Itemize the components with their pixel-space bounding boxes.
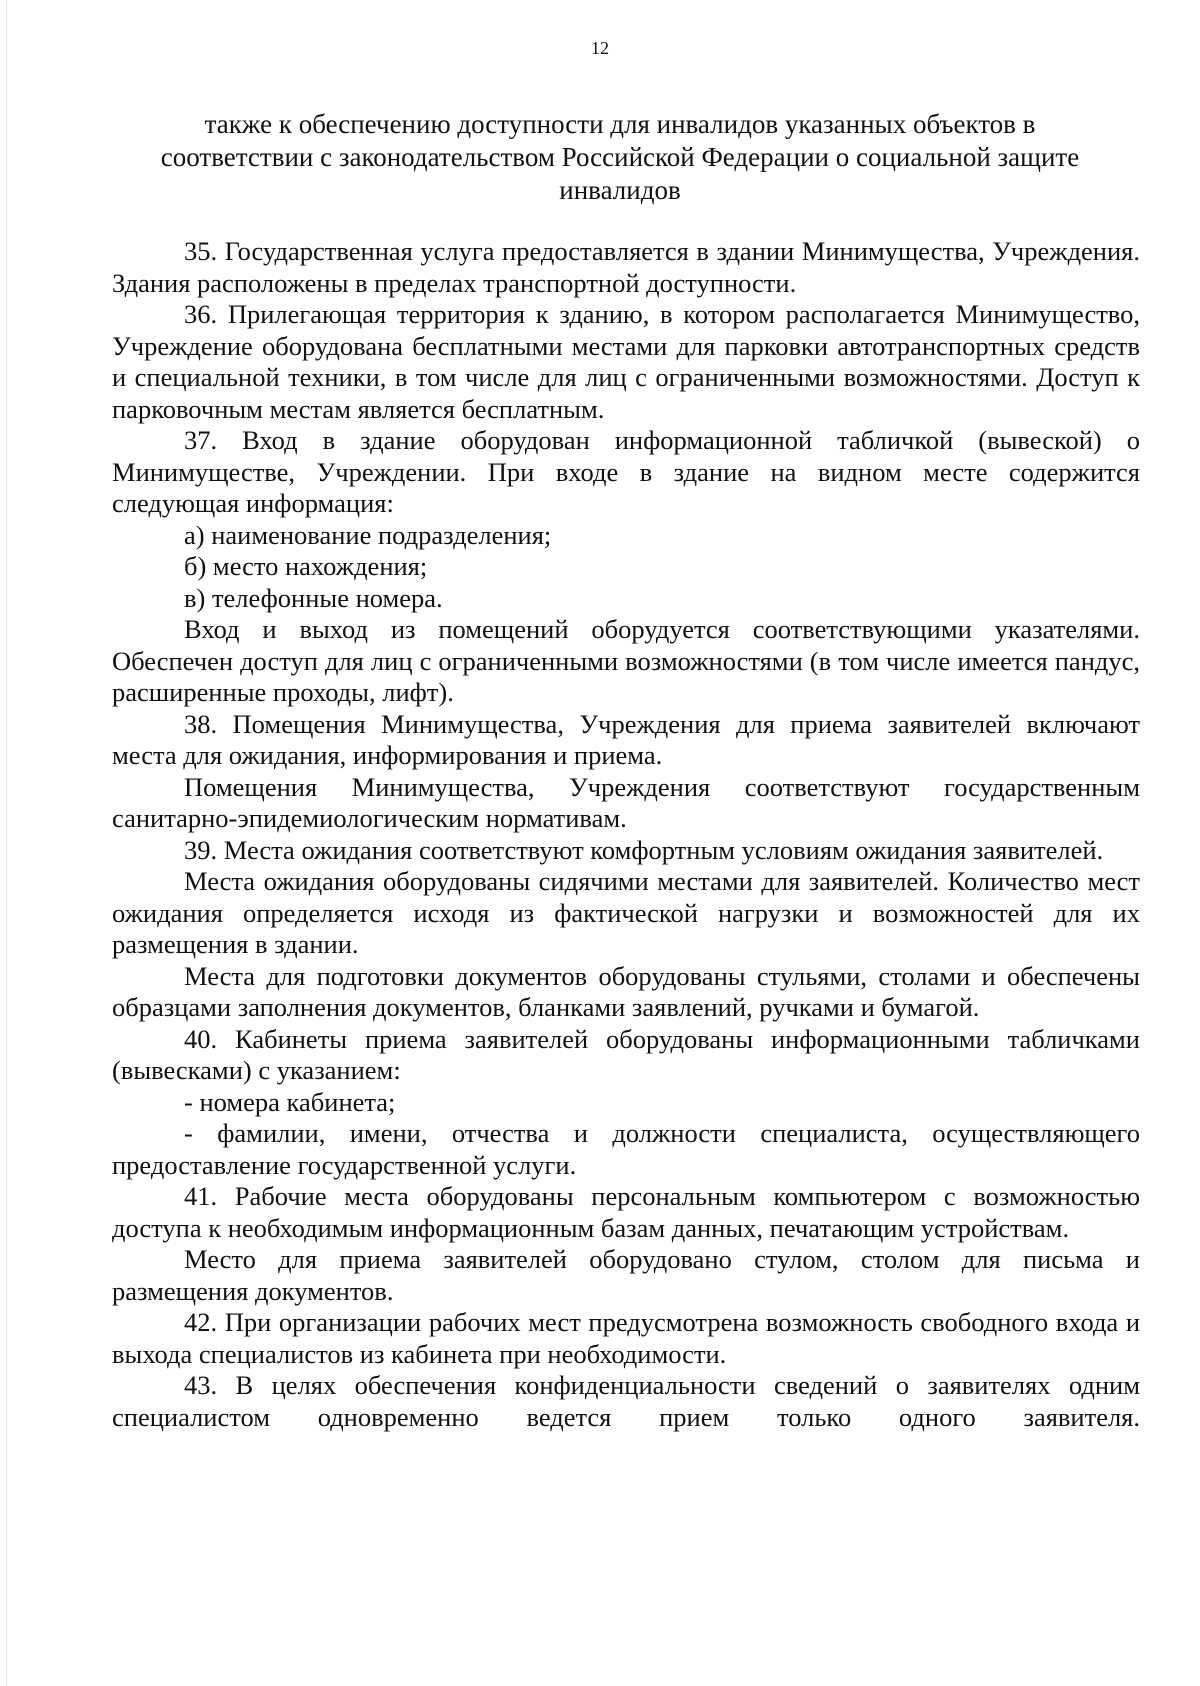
paragraph-40: 40. Кабинеты приема заявителей оборудованы информационными табличками (вывесками) с указанием: bbox=[112, 1023, 1140, 1085]
list-item-a: а) наименование подразделения; bbox=[184, 519, 552, 550]
paragraph-37: 37. Вход в здание оборудован информационной табличкой (вывеской) о Минимуществе, Учреждении. При входе в здание на видном месте содержится следующая информация: bbox=[112, 425, 1140, 518]
paragraph-36: 36. Прилегающая территория к зданию, в котором располагается Минимущество, Учреждение оборудована бесплатными местами для парковки автотранспортных средств и специальной техники, в том числе для лиц с ограниченными возможностями. Доступ к парковочным местам является бесплатным. bbox=[112, 299, 1140, 424]
document-body bbox=[112, 236, 1140, 1433]
heading-line-2: соответствии с законодательством Российской Федерации о социальной защите bbox=[160, 142, 1080, 172]
page-number: 12 bbox=[591, 38, 609, 58]
paragraph-38: 38. Помещения Минимущества, Учреждения для приема заявителей включают места для ожидания, информирования и приема. bbox=[112, 708, 1140, 770]
paragraph-document-prep: Места для подготовки документов оборудованы стульями, столами и обеспечены образцами заполнения документов, бланками заявлений, ручками и бумагой. bbox=[112, 960, 1140, 1022]
paragraph-waiting-seats: Места ожидания оборудованы сидячими местами для заявителей. Количество мест ожидания определяется исходя из фактической нагрузки и возможностей для их размещения в здании. bbox=[112, 866, 1140, 959]
list-item-specialist-name: - фамилии, имени, отчества и должности специалиста, осуществляющего предоставление государственной услуги. bbox=[112, 1118, 1140, 1180]
paragraph-sanitary: Помещения Минимущества, Учреждения соответствуют государственным санитарно-эпидемиологическим нормативам. bbox=[112, 771, 1140, 833]
paragraph-entrance-exit: Вход и выход из помещений оборудуется соответствующими указателями. Обеспечен доступ для лиц с ограниченными возможностями (в том числе имеется пандус, расширенные проходы, лифт). bbox=[112, 614, 1140, 707]
list-item-room-number: - номера кабинета; bbox=[184, 1086, 396, 1117]
heading-line-1: также к обеспечению доступности для инвалидов указанных объектов в bbox=[204, 109, 1036, 139]
scan-edge-line bbox=[6, 0, 7, 1686]
section-heading bbox=[130, 108, 1110, 207]
list-item-c: в) телефонные номера. bbox=[184, 582, 443, 613]
paragraph-41: 41. Рабочие места оборудованы персональным компьютером с возможностью доступа к необходимым информационным базам данных, печатающим устройствам. bbox=[112, 1181, 1140, 1243]
heading-line-3: инвалидов bbox=[559, 175, 681, 205]
paragraph-43: 43. В целях обеспечения конфиденциальности сведений о заявителях одним специалистом одновременно ведется прием только одного заявителя. bbox=[112, 1370, 1140, 1432]
paragraph-reception-place: Место для приема заявителей оборудовано стулом, столом для письма и размещения документов. bbox=[112, 1244, 1140, 1306]
paragraph-35: 35. Государственная услуга предоставляется в здании Минимущества, Учреждения. Здания расположены в пределах транспортной доступности. bbox=[112, 236, 1140, 298]
paragraph-39: 39. Места ожидания соответствуют комфортным условиям ожидания заявителей. bbox=[184, 834, 1104, 865]
list-item-b: б) место нахождения; bbox=[184, 551, 428, 581]
paragraph-42: 42. При организации рабочих мест предусмотрена возможность свободного входа и выхода специалистов из кабинета при необходимости. bbox=[112, 1307, 1140, 1369]
